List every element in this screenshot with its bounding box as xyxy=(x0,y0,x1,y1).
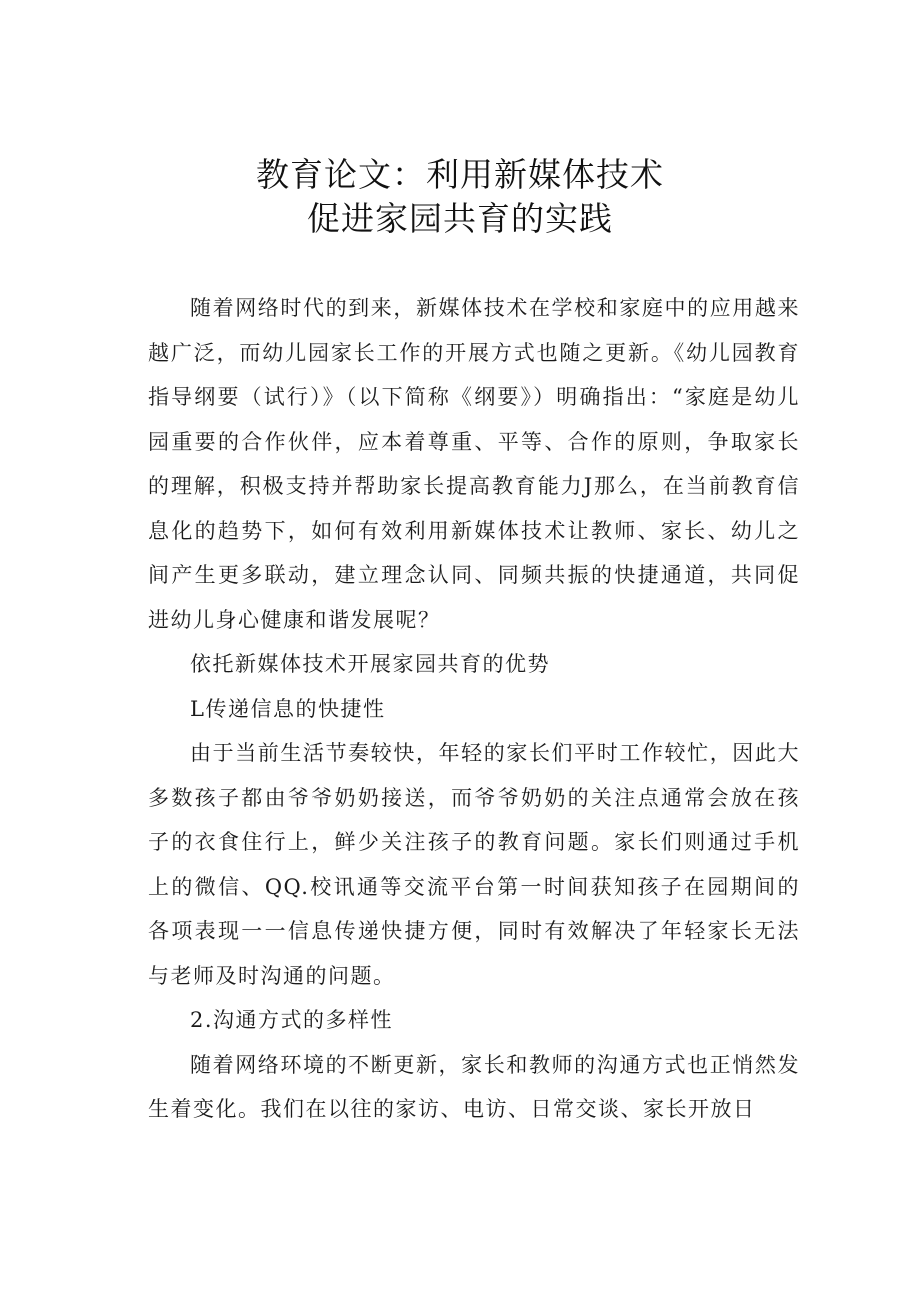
section-heading: 依托新媒体技术开展家园共育的优势 xyxy=(190,652,550,676)
document-title-line-1: 教育论文：利用新媒体技术 xyxy=(256,155,664,194)
document-body xyxy=(148,286,800,1132)
intro-paragraph: 随着网络时代的到来，新媒体技术在学校和家庭中的应用越来越广泛，而幼儿园家长工作的开展方式也随之更新。《幼儿园教育指导纲要（试行）》（以下简称《纲要》）明确指出：“家庭是幼儿园重要的合作伙伴，应本着尊重、平等、合作的原则，争取家长的理解，积极支持并帮助家长提高教育能力J那么，在当前教育信息化的趋势下，如何有效利用新媒体技术让教师、家长、幼儿之间产生更多联动，建立理念认同、同频共振的快捷通道，共同促进幼儿身心健康和谐发展呢？ xyxy=(148,296,800,632)
document-title-line-2: 促进家园共育的实践 xyxy=(307,199,613,238)
subheading-1: L传递信息的快捷性 xyxy=(190,696,386,721)
paragraph-1: 由于当前生活节奏较快，年轻的家长们平时工作较忙，因此大多数孩子都由爷爷奶奶接送，而爷爷奶奶的关注点通常会放在孩子的衣食住行上，鲜少关注孩子的教育问题。家长们则通过手机上的微信、QQ.校讯通等交流平台第一时间获知孩子在园期间的各项表现一一信息传递快捷方便，同时有效解决了年轻家长无法与老师及时沟通的问题。 xyxy=(148,741,800,988)
subheading-2: 2.沟通方式的多样性 xyxy=(190,1008,394,1032)
paragraph-2: 随着网络环境的不断更新，家长和教师的沟通方式也正悄然发生着变化。我们在以往的家访、电访、日常交谈、家长开放日 xyxy=(148,1052,800,1121)
